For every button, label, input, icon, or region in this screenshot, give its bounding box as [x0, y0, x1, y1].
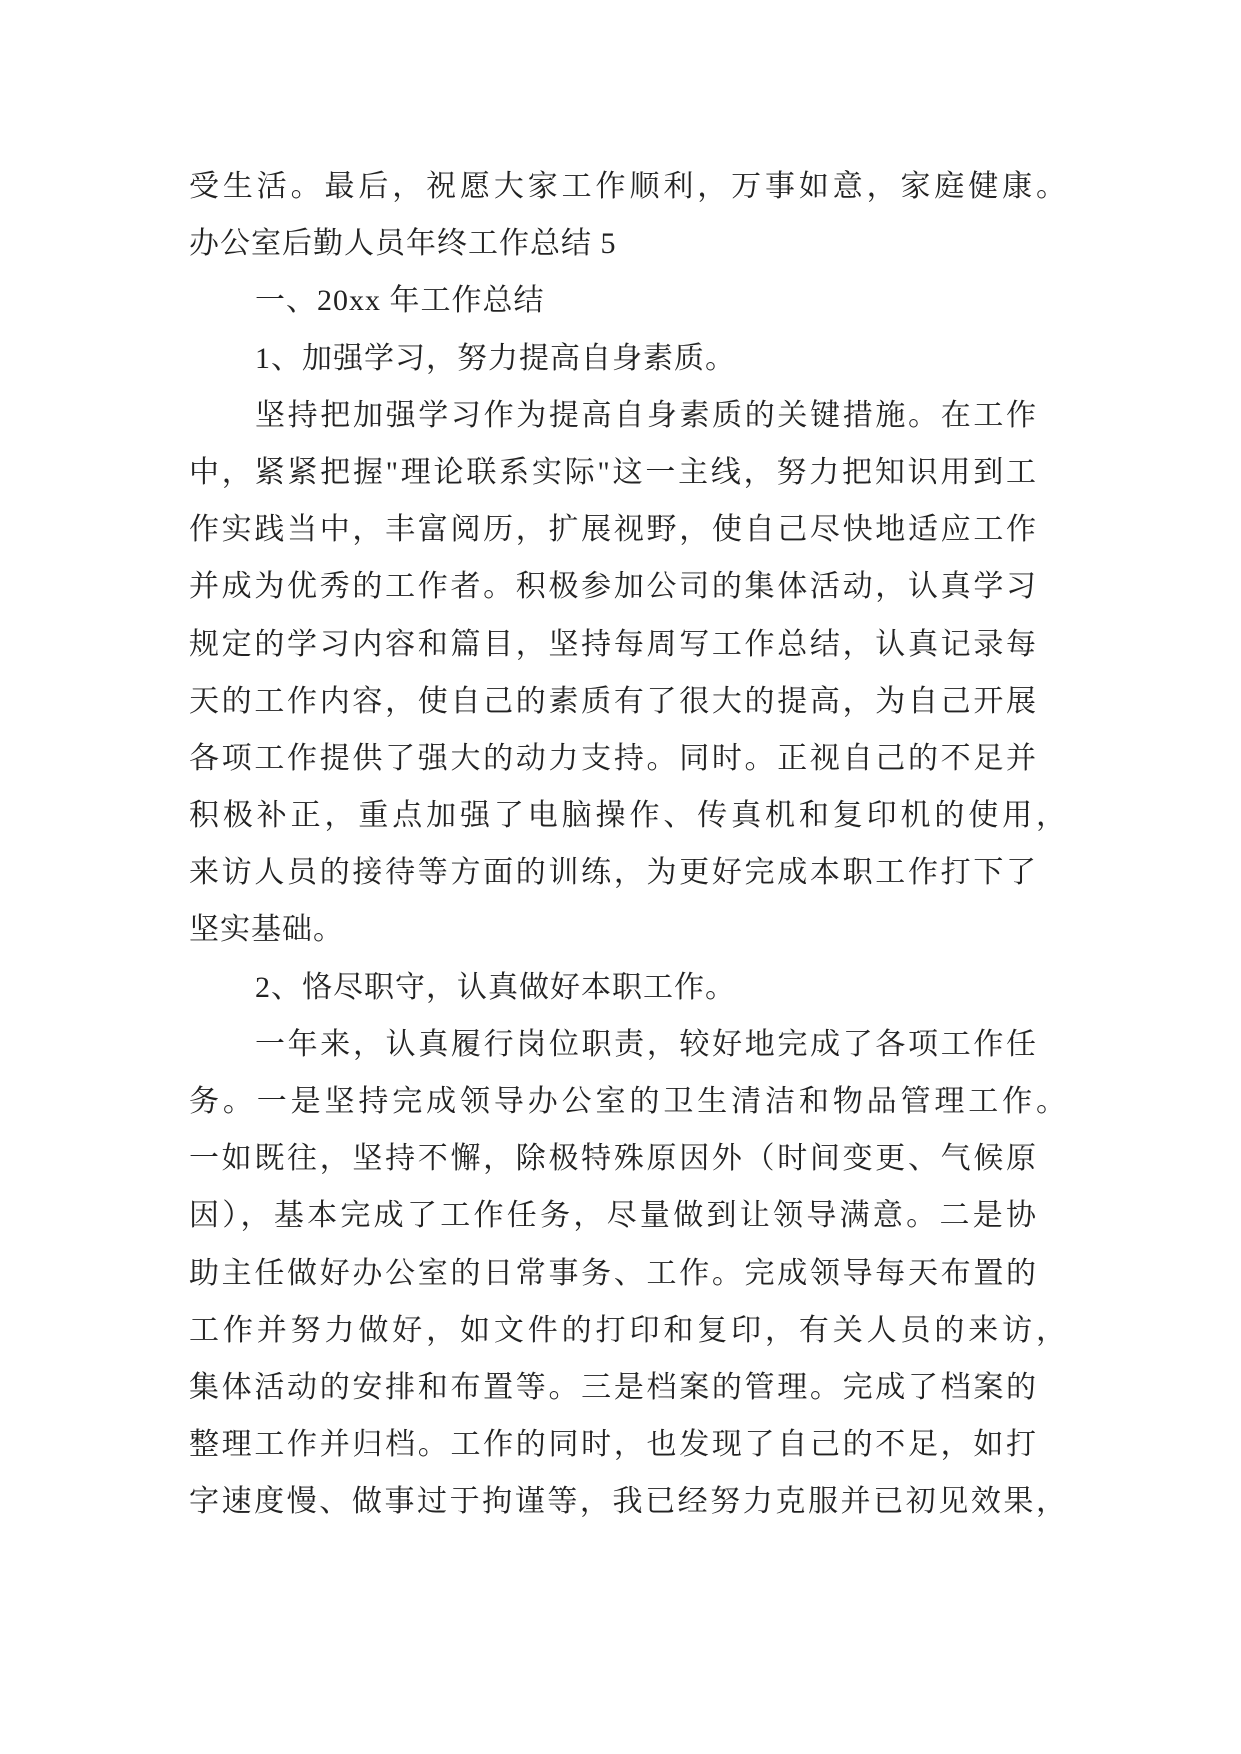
- body-line: 字速度慢、做事过于拘谨等，我已经努力克服并已初见效果，: [189, 1485, 1067, 1519]
- document-title: 办公室后勤人员年终工作总结 5: [189, 227, 617, 261]
- subsection-heading-2: 2、恪尽职守，认真做好本职工作。: [255, 970, 736, 1004]
- document-text-body: [189, 158, 1069, 1531]
- body-line: 整理工作并归档。工作的同时，也发现了自己的不足，如打: [189, 1428, 1037, 1462]
- body-line: 中，紧紧把握"理论联系实际"这一主线，努力把知识用到工: [189, 455, 1037, 489]
- body-line: 积极补正，重点加强了电脑操作、传真机和复印机的使用，: [189, 799, 1067, 833]
- body-line: 作实践当中，丰富阅历，扩展视野，使自己尽快地适应工作: [189, 513, 1037, 547]
- section-heading: 一、20xx 年工作总结: [255, 284, 545, 318]
- body-line: 工作并努力做好，如文件的打印和复印，有关人员的来访，: [189, 1313, 1067, 1347]
- body-line: 因），基本完成了工作任务，尽量做到让领导满意。二是协: [189, 1199, 1037, 1233]
- body-line: 规定的学习内容和篇目，坚持每周写工作总结，认真记录每: [189, 627, 1037, 661]
- subsection-heading-1: 1、加强学习，努力提高自身素质。: [255, 341, 736, 375]
- continuation-line: 受生活。最后，祝愿大家工作顺利，万事如意，家庭健康。: [189, 170, 1067, 203]
- body-line: 各项工作提供了强大的动力支持。同时。正视自己的不足并: [189, 741, 1037, 775]
- body-line: 天的工作内容，使自己的素质有了很大的提高，为自己开展: [189, 684, 1037, 718]
- body-line: 一年来，认真履行岗位职责，较好地完成了各项工作任: [255, 1027, 1037, 1061]
- body-line: 务。一是坚持完成领导办公室的卫生清洁和物品管理工作。: [189, 1085, 1067, 1118]
- body-line: 集体活动的安排和布置等。三是档案的管理。完成了档案的: [189, 1370, 1037, 1404]
- body-line: 坚持把加强学习作为提高自身素质的关键措施。在工作: [255, 398, 1037, 432]
- body-line: 来访人员的接待等方面的训练，为更好完成本职工作打下了: [189, 856, 1037, 890]
- body-line: 一如既往，坚持不懈，除极特殊原因外（时间变更、气候原: [189, 1142, 1037, 1176]
- body-line: 坚实基础。: [189, 913, 344, 947]
- body-line: 助主任做好办公室的日常事务、工作。完成领导每天布置的: [189, 1256, 1037, 1290]
- body-line: 并成为优秀的工作者。积极参加公司的集体活动，认真学习: [189, 570, 1037, 604]
